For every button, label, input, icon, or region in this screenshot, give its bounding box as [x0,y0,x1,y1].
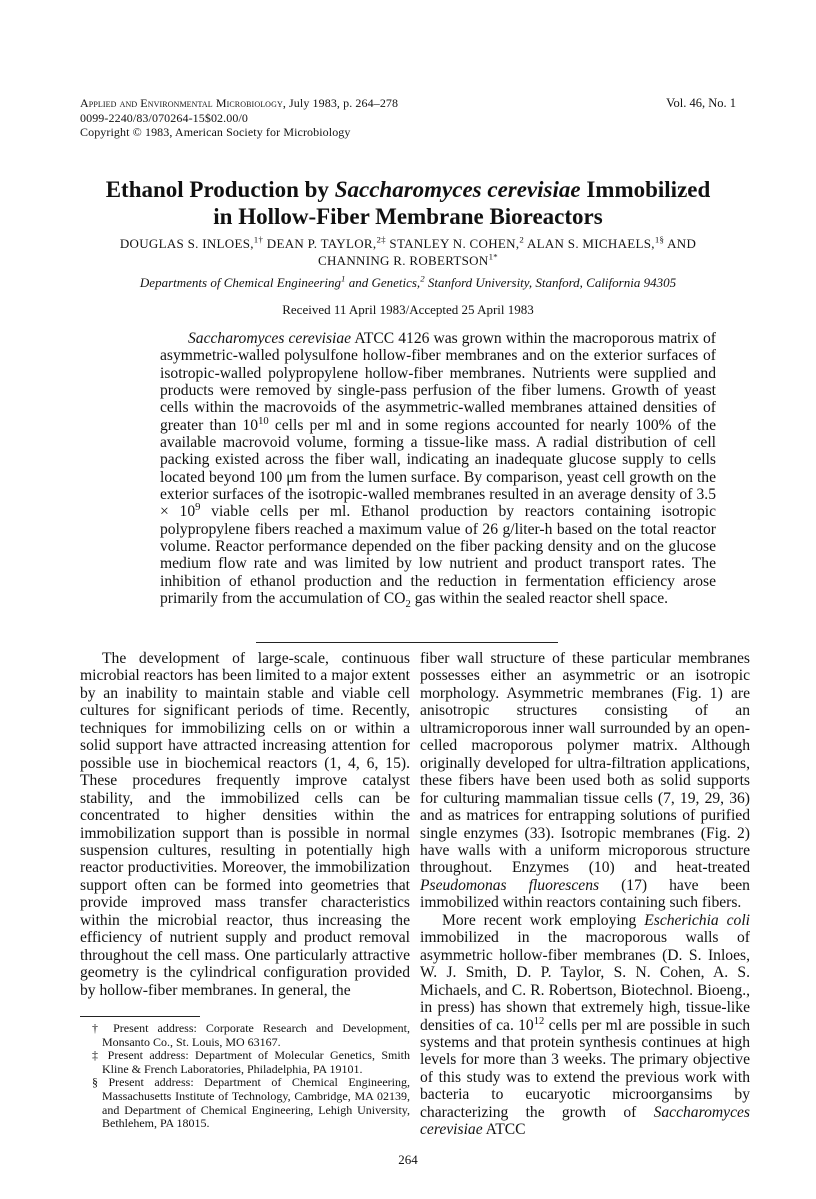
abstract-text-4: gas within the sealed reactor shell space. [410,590,669,608]
volume-info: Vol. 46, No. 1 [666,96,736,110]
article-code: 0099-2240/83/070264-15$02.00/0 [80,110,248,125]
right-p1-text-b: (17) have been immobilized within reactors containing such fibers. [420,876,750,912]
issue-info: , July 1983, p. 264–278 [282,96,399,110]
intro-paragraph: The development of large-scale, continuous microbial reactors has been limited to a major extent by an inability to maintain stable and viable cell cultures for significant periods of time. Recently, techniques for immobilizing cells on or within a solid support have attracted increasing attention for possible use in biochemical reactors (1, 4, 6, 15). These procedures frequently improve catalyst stability, and the immobilized cells can be concentrated to higher densities within the immobilization support than is possible in normal suspension cultures, resulting in potentially high reactor productivities. Moreover, the immobilization support often can be formed into geometries that provide improved mass transfer characteristics within the microbial reactor, thus increasing the efficiency of nutrient supply and product removal throughout the cell mass. One particularly attractive geometry is the cylindrical configuration provided by hollow-fiber membranes. In general, the [80,650,410,999]
right-p2-text-d: ATCC [482,1121,526,1139]
abstract [160,330,716,611]
affil-sup-1: 1 [341,273,346,284]
author-and: AND [664,236,697,251]
right-p1-text-a: fiber wall structure of these particular membranes possesses either an asymmetric or an isotropic morphology. Asymmetric membranes (Fig. 1) are anisotropic structures consisting of an ultramicroporous inner wall surrounded by an open-celled macroporous polymer matrix. Although originally developed for ultra-filtration applications, these fibers have been used both as solid supports for culturing mammalian tissue cells (7, 19, 29, 36) and as matrices for entrapping solutions of purified single enzymes (33). Isotropic membranes (Fig. 2) have walls with a uniform microporous structure throughout. Enzymes (10) and heat-treated [420,650,750,877]
affil-sup-2: 2 [420,273,425,284]
right-paragraph-2 [420,912,750,1139]
footnote: † Present address: Corporate Research and Development, Monsanto Co., St. Louis, MO 63167. [92,1021,410,1049]
affil-dept-2: and Genetics, [345,275,421,290]
abstract-subscript: 2 [405,599,411,611]
author-5: CHANNING R. ROBERTSON [318,253,489,268]
running-header [80,96,398,140]
author-2: DEAN P. TAYLOR, [263,236,377,251]
author-list [66,235,750,269]
title-line-2: in Hollow-Fiber Membrane Bioreactors [213,204,603,229]
right-paragraph-1 [420,650,750,912]
right-p2-species: Escherichia coli [644,911,750,929]
right-column [420,650,750,1139]
page-number: 264 [398,1152,418,1167]
abstract-exponent-1: 10 [258,415,269,427]
footnotes [80,1022,410,1131]
received-date: Received 11 April 1983/Accepted 25 April 1983 [282,302,534,317]
author-5-affil: 1* [488,251,498,262]
abstract-text-2: cells per ml and in some regions accounted for nearly 100% of the available macrovoid volume, forming a tissue-like mass. A radial distribution of cell packing existed across the fiber wall, indicating an inadequate glucose supply to cells located beyond 100 μm from the lumen surface. By comparison, yeast cell growth on the exterior surfaces of the isotropic-walled membranes resulted in an average density of 3.5 × 10 [160,416,716,521]
abstract-text-3: viable cells per ml. Ethanol production by reactors containing isotropic polypropylene fibers reached a maximum value of 26 g/liter-h based on the total reactor volume. Reactor performance depended on the fiber packing density and on the glucose medium flow rate and was limited by low nutrient and product transport rates. The inhibition of ethanol production and the reduction in fermentation efficiency arose primarily from the accumulation of CO [160,503,716,608]
abstract-text-1: ATCC 4126 was grown within the macroporous matrix of asymmetric-walled polysulfone hollow-fiber membranes and on the exterior surfaces of isotropic-walled polypropylene hollow-fiber membranes. Nutrients were supplied and products were removed by single-pass perfusion of the fiber lumens. Growth of yeast cells within the macrovoids of the asymmetric-walled membranes attained densities of greater than 10 [160,330,716,434]
right-p2-text-b: immobilized in the macroporous walls of asymmetric hollow-fiber membranes (D. S. Inloes, W. J. Smith, D. P. Taylor, S. N. Cohen, A. S. Michaels, and C. R. Robertson, Biotechnol. Bioeng., in press) has shown that extremely high, tissue-like densities of ca. 10 [420,929,750,1034]
journal-name: Applied and Environmental Microbiology [80,96,283,110]
author-1-affil: 1† [253,234,264,245]
article-title [60,176,756,230]
left-column [80,650,410,999]
author-3-affil: 2 [519,234,525,245]
author-3: STANLEY N. COHEN, [385,236,520,251]
footnote: ‡ Present address: Department of Molecular Genetics, Smith Kline & French Laboratories, Philadelphia, PA 19101. [92,1048,410,1076]
abstract-exponent-2: 9 [195,502,201,514]
affil-institution: Stanford University, Stanford, California 94305 [424,275,677,290]
right-p2-text-c: cells per ml are possible in such systems and that protein synthesis continues at high levels for more than 3 weeks. The primary objective of this study was to extend the previous work with bacteria to eucaryotic microorgansims by characterizing the growth of [420,1016,750,1121]
title-species: Saccharomyces cerevisiae [334,177,581,202]
author-4-affil: 1§ [654,234,665,245]
author-1: DOUGLAS S. INLOES, [119,236,254,251]
abstract-species: Saccharomyces cerevisiae [188,330,352,347]
right-p2-exponent: 12 [533,1015,545,1027]
right-p2-text-a: More recent work employing [442,911,645,929]
right-p1-species: Pseudomonas fluorescens [420,876,600,894]
footnote-divider [80,1016,200,1017]
title-part-1: Ethanol Production by [105,177,335,202]
author-4: ALAN S. MICHAELS, [524,236,655,251]
author-2-affil: 2‡ [376,234,386,245]
right-p2-species-2: Saccharomyces cerevisiae [420,1103,750,1139]
title-part-2: Immobilized [580,177,711,202]
affiliation [60,275,756,291]
section-divider [256,642,558,643]
affil-dept-1: Departments of Chemical Engineering [139,275,342,290]
footnote: § Present address: Department of Chemical Engineering, Massachusetts Institute of Technology, Cambridge, MA 02139, and Department of Chemical Engineering, Lehigh University, Bethlehem, PA 18015. [92,1075,410,1131]
copyright-line: Copyright © 1983, American Society for Microbiology [80,125,351,139]
